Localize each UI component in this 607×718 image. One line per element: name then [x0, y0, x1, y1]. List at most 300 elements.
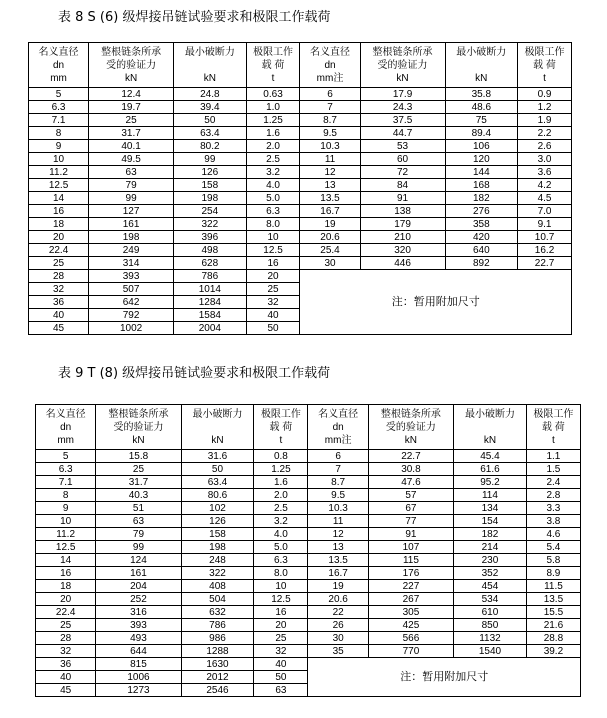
- header-line: 最小破断力: [456, 46, 507, 58]
- column-header: [360, 43, 445, 88]
- table-row: [29, 192, 572, 205]
- table-cell: 2.2: [518, 127, 572, 140]
- table-cell: 60: [360, 153, 445, 166]
- table-cell: 10.3: [308, 502, 368, 515]
- table-row: [29, 205, 572, 218]
- table-cell: 158: [181, 528, 254, 541]
- table-8-title: 表 8 S (6) 级焊接吊链试验要求和极限工作载荷: [58, 10, 331, 25]
- table-cell: 10: [246, 231, 300, 244]
- table-cell: 1.1: [526, 450, 580, 463]
- table-cell: 1.25: [254, 463, 308, 476]
- table-cell: 7.1: [36, 476, 96, 489]
- header-line: kN: [211, 434, 224, 446]
- header-line: dn: [52, 59, 65, 71]
- table-cell: 40: [29, 309, 89, 322]
- table-row: [29, 270, 572, 283]
- table-cell: 642: [89, 296, 174, 309]
- header-line: mm注: [316, 72, 344, 84]
- table-cell: 986: [181, 632, 254, 645]
- table-cell: 40.3: [96, 489, 181, 502]
- table-cell: 1284: [174, 296, 247, 309]
- table-cell: 4.0: [246, 179, 300, 192]
- table-cell: 5.0: [254, 541, 308, 554]
- table-row: [29, 244, 572, 257]
- table-cell: 61.6: [454, 463, 527, 476]
- table-cell: 40: [36, 671, 96, 684]
- table-cell: 566: [368, 632, 453, 645]
- table-cell: 25: [29, 257, 89, 270]
- column-header: [36, 405, 96, 450]
- table-cell: 504: [181, 593, 254, 606]
- table-cell: 3.2: [246, 166, 300, 179]
- table-cell: 45.4: [454, 450, 527, 463]
- table-cell: 12.5: [36, 541, 96, 554]
- header-line: dn: [332, 421, 344, 433]
- table-cell: 9: [36, 502, 96, 515]
- header-line: kN: [475, 72, 488, 84]
- table-cell: 12.4: [89, 88, 174, 101]
- table-cell: 792: [89, 309, 174, 322]
- table-cell: 51: [96, 502, 181, 515]
- table-cell: 79: [96, 528, 181, 541]
- note-cell: [300, 270, 572, 335]
- header-line: t: [271, 72, 275, 84]
- table-cell: 30: [308, 632, 368, 645]
- table-cell: 2.6: [518, 140, 572, 153]
- table-cell: 20: [254, 619, 308, 632]
- table-cell: 50: [254, 671, 308, 684]
- table-cell: 32: [254, 645, 308, 658]
- header-line: kN: [483, 434, 497, 446]
- table-cell: 57: [368, 489, 453, 502]
- table-cell: 5: [29, 88, 89, 101]
- table-cell: 126: [174, 166, 247, 179]
- table-cell: 252: [96, 593, 181, 606]
- table-row: [29, 114, 572, 127]
- column-header: [454, 405, 527, 450]
- column-header: [96, 405, 181, 450]
- table-cell: 254: [174, 205, 247, 218]
- table-cell: 352: [454, 567, 527, 580]
- table-cell: 2.0: [246, 140, 300, 153]
- header-row: [36, 405, 581, 450]
- table-cell: 2.5: [246, 153, 300, 166]
- table-cell: 13.5: [308, 554, 368, 567]
- table-cell: 50: [246, 322, 300, 335]
- header-line: 整根链条所承: [380, 408, 441, 420]
- table-row: [29, 218, 572, 231]
- table-cell: 5.4: [526, 541, 580, 554]
- table-cell: 168: [445, 179, 518, 192]
- table-cell: 67: [368, 502, 453, 515]
- table-cell: 158: [174, 179, 247, 192]
- table-cell: 127: [89, 205, 174, 218]
- table-cell: 8.7: [300, 114, 360, 127]
- table-cell: 25: [96, 463, 181, 476]
- table-cell: 644: [96, 645, 181, 658]
- table-cell: 1.0: [246, 101, 300, 114]
- table-cell: 210: [360, 231, 445, 244]
- table-cell: 8.0: [246, 218, 300, 231]
- table-cell: 25.4: [300, 244, 360, 257]
- table-cell: 396: [174, 231, 247, 244]
- table-cell: 507: [89, 283, 174, 296]
- table-cell: 75: [445, 114, 518, 127]
- header-line: dn: [60, 421, 72, 433]
- table-cell: 198: [181, 541, 254, 554]
- table-cell: 89.4: [445, 127, 518, 140]
- table-cell: 22.4: [36, 606, 96, 619]
- table-cell: 37.5: [360, 114, 445, 127]
- table-cell: 1584: [174, 309, 247, 322]
- table-cell: 6.3: [246, 205, 300, 218]
- header-line: kN: [396, 72, 409, 84]
- table-cell: 17.9: [360, 88, 445, 101]
- table-cell: 99: [174, 153, 247, 166]
- table-cell: 25: [36, 619, 96, 632]
- table-cell: 22.7: [518, 257, 572, 270]
- header-line: 名义直径: [38, 46, 79, 58]
- header-line: [174, 59, 246, 72]
- table-cell: 892: [445, 257, 518, 270]
- table-cell: 16.2: [518, 244, 572, 257]
- table-cell: 16.7: [300, 205, 360, 218]
- table-row: [36, 450, 581, 463]
- table-cell: 1.6: [246, 127, 300, 140]
- table-9: [35, 404, 581, 697]
- table-row: [36, 554, 581, 567]
- header-line: 整根链条所承: [108, 408, 169, 420]
- column-header: [29, 43, 89, 88]
- header-line: 名义直径: [318, 408, 359, 420]
- table-cell: 12.5: [254, 593, 308, 606]
- header-line: 极限工作: [533, 408, 574, 420]
- table-cell: 91: [368, 528, 453, 541]
- table-cell: 16: [254, 606, 308, 619]
- header-line: [182, 421, 254, 434]
- table-cell: 786: [181, 619, 254, 632]
- table-cell: 6.3: [36, 463, 96, 476]
- table-cell: 1288: [181, 645, 254, 658]
- table-cell: 2.8: [526, 489, 580, 502]
- table-cell: 493: [96, 632, 181, 645]
- table-row: [29, 127, 572, 140]
- table-cell: 420: [445, 231, 518, 244]
- table-cell: 44.7: [360, 127, 445, 140]
- table-cell: 4.0: [254, 528, 308, 541]
- header-line: 载 荷: [269, 421, 293, 433]
- table-cell: 18: [29, 218, 89, 231]
- header-line: 名义直径: [45, 408, 86, 420]
- table-cell: 1.9: [518, 114, 572, 127]
- table-row: [29, 231, 572, 244]
- note-text: 注：暂用附加尺寸: [391, 295, 480, 308]
- table-cell: 2.5: [254, 502, 308, 515]
- header-line: 最小破断力: [192, 408, 243, 420]
- table-8: [28, 42, 572, 335]
- table-cell: 30: [300, 257, 360, 270]
- table-cell: 640: [445, 244, 518, 257]
- table-cell: 446: [360, 257, 445, 270]
- table-cell: 0.8: [254, 450, 308, 463]
- table-cell: 10: [29, 153, 89, 166]
- table-cell: 50: [174, 114, 247, 127]
- table-cell: 182: [445, 192, 518, 205]
- table-cell: 1.5: [526, 463, 580, 476]
- header-row: [29, 43, 572, 88]
- table-cell: 498: [174, 244, 247, 257]
- header-line: 极限工作: [253, 46, 294, 58]
- table-cell: 0.9: [518, 88, 572, 101]
- table-cell: 28: [36, 632, 96, 645]
- header-line: 最小破断力: [464, 408, 515, 420]
- table-cell: 20: [29, 231, 89, 244]
- table-cell: 25: [246, 283, 300, 296]
- table-cell: 13: [308, 541, 368, 554]
- header-line: kN: [404, 434, 418, 446]
- table-cell: 8: [36, 489, 96, 502]
- header-line: 受的验证力: [113, 421, 164, 433]
- table-cell: 13: [300, 179, 360, 192]
- table-cell: 249: [89, 244, 174, 257]
- table-cell: 107: [368, 541, 453, 554]
- table-cell: 99: [96, 541, 181, 554]
- header-line: dn: [324, 59, 336, 71]
- table-cell: 12: [308, 528, 368, 541]
- table-cell: 4.6: [526, 528, 580, 541]
- table-cell: 26: [308, 619, 368, 632]
- table-cell: 35.8: [445, 88, 518, 101]
- table-cell: 204: [96, 580, 181, 593]
- table-row: [36, 567, 581, 580]
- table-cell: 198: [89, 231, 174, 244]
- note-text: 注：暂用附加尺寸: [400, 670, 489, 683]
- table-cell: 425: [368, 619, 453, 632]
- table-cell: 3.6: [518, 166, 572, 179]
- table-cell: 179: [360, 218, 445, 231]
- table-cell: 31.7: [96, 476, 181, 489]
- table-cell: 20: [246, 270, 300, 283]
- note-cell: [308, 658, 581, 697]
- table-cell: 28.8: [526, 632, 580, 645]
- column-header: [174, 43, 247, 88]
- table-cell: 45: [29, 322, 89, 335]
- header-line: 载 荷: [533, 59, 556, 71]
- table-cell: 39.4: [174, 101, 247, 114]
- table-cell: 850: [454, 619, 527, 632]
- table-row: [36, 580, 581, 593]
- header-line: [446, 59, 518, 72]
- table-cell: 1273: [96, 684, 181, 697]
- table-cell: 16: [29, 205, 89, 218]
- table-cell: 84: [360, 179, 445, 192]
- table-row: [29, 166, 572, 179]
- table-cell: 31.6: [181, 450, 254, 463]
- table-cell: 20: [36, 593, 96, 606]
- table-cell: 72: [360, 166, 445, 179]
- table-cell: 102: [181, 502, 254, 515]
- table-cell: 2546: [181, 684, 254, 697]
- table-row: [36, 593, 581, 606]
- table-cell: 10: [36, 515, 96, 528]
- table-cell: 22.7: [368, 450, 453, 463]
- table-cell: 9: [29, 140, 89, 153]
- table-cell: 11: [300, 153, 360, 166]
- table-cell: 40.1: [89, 140, 174, 153]
- table-cell: 2012: [181, 671, 254, 684]
- header-line: mm注: [324, 434, 352, 446]
- header-line: 名义直径: [310, 46, 351, 58]
- table-row: [36, 658, 581, 671]
- table-cell: 11.2: [29, 166, 89, 179]
- table-cell: 25: [254, 632, 308, 645]
- table-cell: 161: [89, 218, 174, 231]
- header-line: 极限工作: [260, 408, 301, 420]
- table-cell: 18: [36, 580, 96, 593]
- header-line: kN: [203, 72, 216, 84]
- table-cell: 176: [368, 567, 453, 580]
- table-cell: 6.3: [254, 554, 308, 567]
- table-cell: 230: [454, 554, 527, 567]
- table-cell: 1.2: [518, 101, 572, 114]
- table-cell: 276: [445, 205, 518, 218]
- table-9-title: 表 9 T (8) 级焊接吊链试验要求和极限工作载荷: [58, 366, 331, 381]
- table-cell: 32: [29, 283, 89, 296]
- table-cell: 7: [308, 463, 368, 476]
- table-row: [36, 502, 581, 515]
- table-cell: 16.7: [308, 567, 368, 580]
- table-cell: 3.2: [254, 515, 308, 528]
- table-cell: 11.2: [36, 528, 96, 541]
- table-row: [36, 463, 581, 476]
- table-cell: 13.5: [300, 192, 360, 205]
- table-cell: 144: [445, 166, 518, 179]
- table-cell: 48.6: [445, 101, 518, 114]
- table-row: [36, 541, 581, 554]
- header-line: 受的验证力: [106, 59, 157, 71]
- header-line: 整根链条所承: [372, 46, 433, 58]
- table-cell: 8.7: [308, 476, 368, 489]
- table-cell: 1540: [454, 645, 527, 658]
- header-line: mm: [57, 434, 74, 446]
- table-cell: 15.5: [526, 606, 580, 619]
- table-cell: 0.63: [246, 88, 300, 101]
- table-cell: 1006: [96, 671, 181, 684]
- table-cell: 1014: [174, 283, 247, 296]
- table-cell: 610: [454, 606, 527, 619]
- table-cell: 1.25: [246, 114, 300, 127]
- table-cell: 80.2: [174, 140, 247, 153]
- table-cell: 358: [445, 218, 518, 231]
- header-line: 载 荷: [261, 59, 285, 71]
- table-cell: 16: [36, 567, 96, 580]
- table-row: [29, 140, 572, 153]
- table-cell: 77: [368, 515, 453, 528]
- header-line: 极限工作: [524, 46, 565, 58]
- table-cell: 11.5: [526, 580, 580, 593]
- column-header: [300, 43, 360, 88]
- table-cell: 11: [308, 515, 368, 528]
- table-row: [29, 101, 572, 114]
- table-cell: 63: [96, 515, 181, 528]
- table-cell: 32: [246, 296, 300, 309]
- table-cell: 3.3: [526, 502, 580, 515]
- table-cell: 106: [445, 140, 518, 153]
- table-cell: 1132: [454, 632, 527, 645]
- table-cell: 20.6: [300, 231, 360, 244]
- table-cell: 1.6: [254, 476, 308, 489]
- column-header: [368, 405, 453, 450]
- table-row: [36, 632, 581, 645]
- table-cell: 3.0: [518, 153, 572, 166]
- table-cell: 248: [181, 554, 254, 567]
- table-cell: 8.0: [254, 567, 308, 580]
- table-row: [36, 528, 581, 541]
- table-cell: 50: [181, 463, 254, 476]
- header-line: [454, 421, 526, 434]
- table-cell: 316: [96, 606, 181, 619]
- table-cell: 99: [89, 192, 174, 205]
- table-cell: 63: [254, 684, 308, 697]
- table-cell: 63.4: [181, 476, 254, 489]
- table-cell: 39.2: [526, 645, 580, 658]
- table-cell: 79: [89, 179, 174, 192]
- table-cell: 35: [308, 645, 368, 658]
- table-cell: 322: [174, 218, 247, 231]
- table-cell: 227: [368, 580, 453, 593]
- table-cell: 53: [360, 140, 445, 153]
- table-cell: 161: [96, 567, 181, 580]
- table-cell: 632: [181, 606, 254, 619]
- table-cell: 15.8: [96, 450, 181, 463]
- table-cell: 770: [368, 645, 453, 658]
- table-cell: 3.8: [526, 515, 580, 528]
- table-row: [36, 606, 581, 619]
- column-header: [445, 43, 518, 88]
- header-line: t: [279, 434, 283, 446]
- table-cell: 2.0: [254, 489, 308, 502]
- table-cell: 534: [454, 593, 527, 606]
- table-cell: 320: [360, 244, 445, 257]
- table-cell: 30.8: [368, 463, 453, 476]
- table-cell: 16: [246, 257, 300, 270]
- column-header: [308, 405, 368, 450]
- table-cell: 6: [300, 88, 360, 101]
- table-cell: 36: [36, 658, 96, 671]
- table-row: [29, 153, 572, 166]
- column-header: [518, 43, 572, 88]
- column-header: [89, 43, 174, 88]
- table-cell: 305: [368, 606, 453, 619]
- table-cell: 25: [89, 114, 174, 127]
- table-cell: 12.5: [29, 179, 89, 192]
- header-line: 受的验证力: [385, 421, 436, 433]
- table-cell: 9.1: [518, 218, 572, 231]
- table-cell: 4.2: [518, 179, 572, 192]
- table-cell: 408: [181, 580, 254, 593]
- table-cell: 19.7: [89, 101, 174, 114]
- table-cell: 63.4: [174, 127, 247, 140]
- table-cell: 322: [181, 567, 254, 580]
- table-cell: 393: [96, 619, 181, 632]
- table-cell: 10.7: [518, 231, 572, 244]
- table-cell: 45: [36, 684, 96, 697]
- table-cell: 154: [454, 515, 527, 528]
- column-header: [254, 405, 308, 450]
- header-line: kN: [132, 434, 145, 446]
- table-cell: 28: [29, 270, 89, 283]
- column-header: [181, 405, 254, 450]
